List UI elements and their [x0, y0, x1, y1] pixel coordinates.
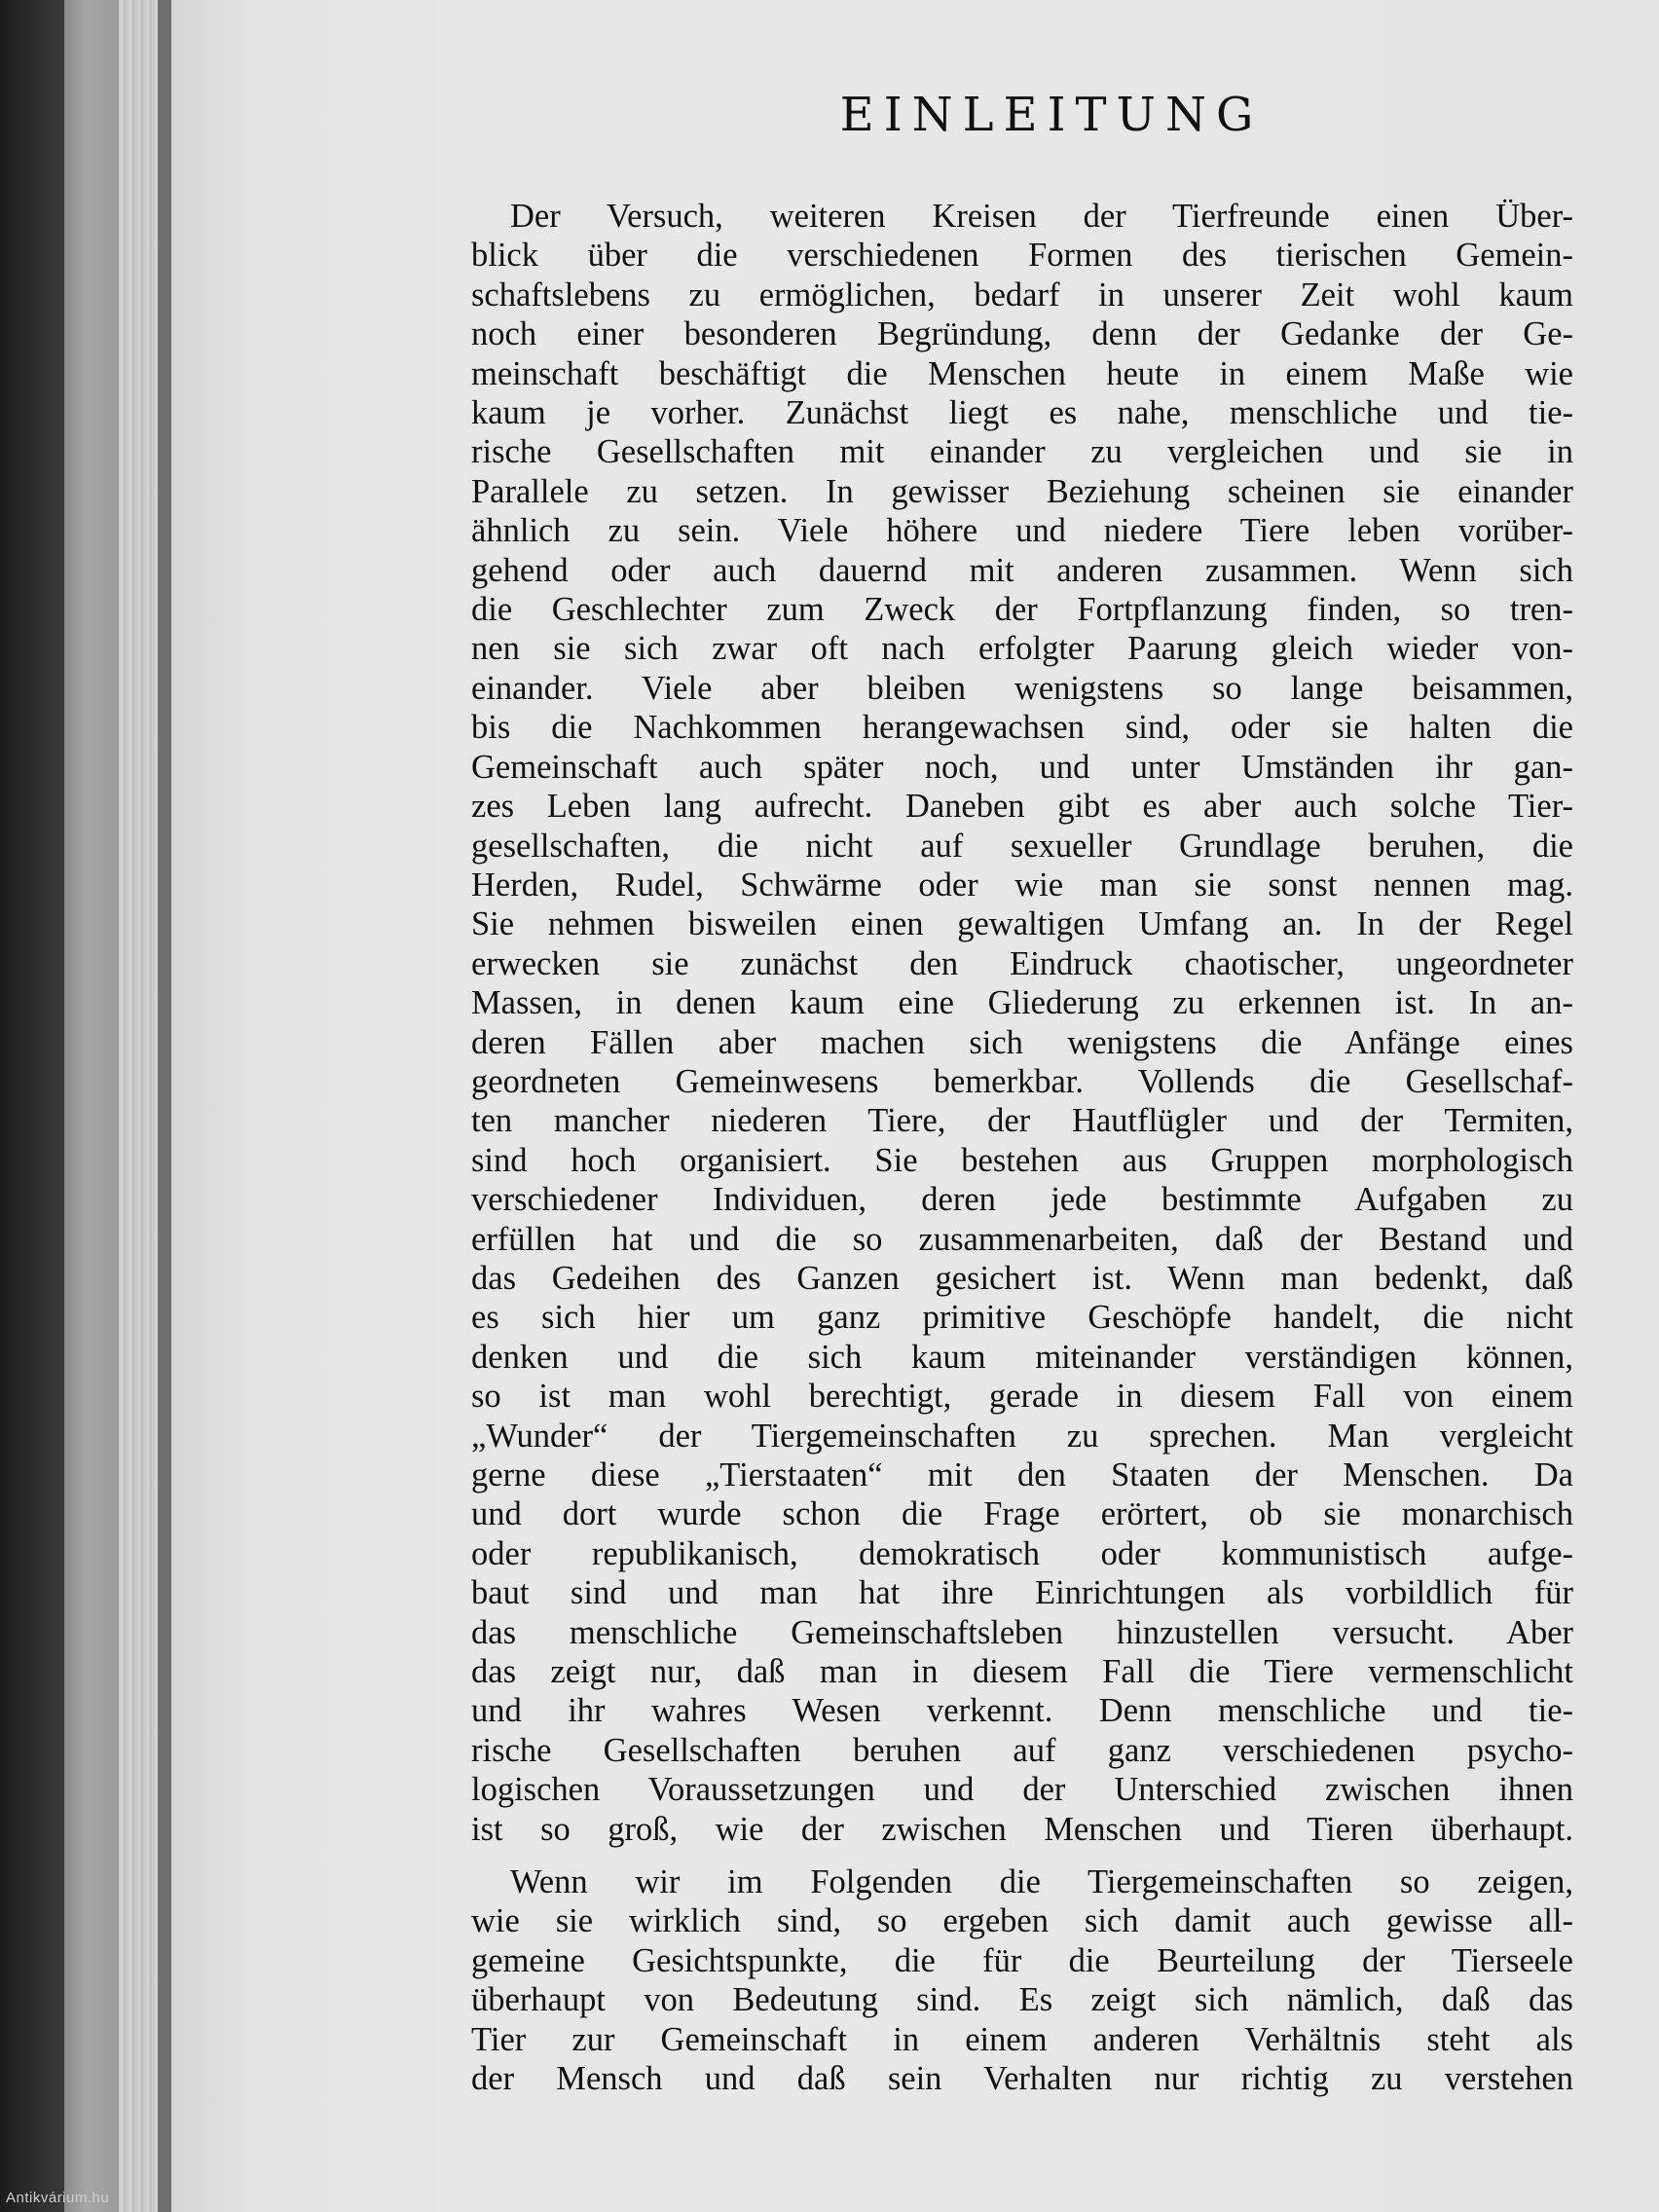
text-line: nen sie sich zwar oft nach erfolgter Paarung gleich wieder von-: [471, 630, 1573, 668]
text-line: zes Leben lang aufrecht. Daneben gibt es aber auch solche Tier-: [471, 788, 1573, 826]
text-line: sind hoch organisiert. Sie bestehen aus Gruppen morphologisch: [471, 1141, 1573, 1179]
book-binding: [64, 0, 119, 2212]
text-line: gemeine Gesichtspunkte, die für die Beurteilung der Tierseele: [471, 1941, 1573, 1979]
paragraph: [471, 1862, 1573, 2098]
gutter: [158, 0, 171, 2212]
text-line: baut sind und man hat ihre Einrichtungen als vorbildlich für: [471, 1574, 1573, 1612]
paragraph: [471, 197, 1573, 1849]
text-line: gehend oder auch dauernd mit anderen zusammen. Wenn sich: [471, 551, 1573, 589]
text-line: überhaupt von Bedeutung sind. Es zeigt sich nämlich, daß das: [471, 1981, 1573, 2019]
text-line: einander. Viele aber bleiben wenigstens so lange beisammen,: [471, 669, 1573, 707]
text-line: meinschaft beschäftigt die Menschen heute in einem Maße wie: [471, 354, 1573, 392]
text-line: schaftslebens zu ermöglichen, bedarf in unserer Zeit wohl kaum: [471, 276, 1573, 313]
page-content: [471, 88, 1573, 2113]
text-line: kaum je vorher. Zunächst liegt es nahe, menschliche und tie-: [471, 394, 1573, 432]
text-line: geordneten Gemeinwesens bemerkbar. Vollends die Gesellschaf-: [471, 1062, 1573, 1100]
text-line: Parallele zu setzen. In gewisser Beziehung scheinen sie einander: [471, 472, 1573, 510]
text-line: Herden, Rudel, Schwärme oder wie man sie sonst nennen mag.: [471, 866, 1573, 903]
text-line: Tier zur Gemeinschaft in einem anderen Verhältnis steht als: [471, 2020, 1573, 2058]
text-line: ist so groß, wie der zwischen Menschen und Tieren überhaupt.: [471, 1810, 1573, 1848]
text-line: noch einer besonderen Begründung, denn der Gedanke der Ge-: [471, 315, 1573, 353]
text-line: so ist man wohl berechtigt, gerade in diesem Fall von einem: [471, 1378, 1573, 1416]
text-line: gerne diese „Tierstaaten“ mit den Staaten der Menschen. Da: [471, 1456, 1573, 1493]
text-line: „Wunder“ der Tiergemeinschaften zu sprechen. Man vergleicht: [471, 1417, 1573, 1455]
text-line: erwecken sie zunächst den Eindruck chaotischer, ungeordneter: [471, 944, 1573, 982]
page-edges: [119, 0, 158, 2212]
text-line: die Geschlechter zum Zweck der Fortpflanzung finden, so tren-: [471, 591, 1573, 629]
chapter-heading: EINLEITUNG: [839, 88, 1264, 142]
text-line: ten mancher niederen Tiere, der Hautflügler und der Termiten,: [471, 1102, 1573, 1140]
text-line: gesellschaften, die nicht auf sexueller Grundlage beruhen, die: [471, 827, 1573, 865]
text-line: deren Fällen aber machen sich wenigstens die Anfänge eines: [471, 1023, 1573, 1061]
text-line: das zeigt nur, daß man in diesem Fall die Tiere vermenschlicht: [471, 1653, 1573, 1691]
text-line: rische Gesellschaften beruhen auf ganz verschiedenen psycho-: [471, 1731, 1573, 1769]
text-line: der Mensch und daß sein Verhalten nur richtig zu verstehen: [471, 2060, 1573, 2098]
text-line: oder republikanisch, demokratisch oder kommunistisch aufge-: [471, 1534, 1573, 1572]
text-line: Der Versuch, weiteren Kreisen der Tierfreunde einen Über-: [510, 198, 1573, 235]
text-line: blick über die verschiedenen Formen des tierischen Gemein-: [471, 237, 1573, 275]
text-line: es sich hier um ganz primitive Geschöpfe handelt, die nicht: [471, 1299, 1573, 1337]
text-line: Massen, in denen kaum eine Gliederung zu erkennen ist. In an-: [471, 984, 1573, 1022]
text-line: logischen Voraussetzungen und der Unterschied zwischen ihnen: [471, 1771, 1573, 1809]
text-line: erfüllen hat und die so zusammenarbeiten, daß der Bestand und: [471, 1220, 1573, 1258]
watermark-logo: Antikvárium.hu: [6, 2190, 110, 2206]
text-line: und dort wurde schon die Frage erörtert, ob sie monarchisch: [471, 1495, 1573, 1533]
text-line: wie sie wirklich sind, so ergeben sich damit auch gewisse all-: [471, 1902, 1573, 1940]
text-line: ähnlich zu sein. Viele höhere und niedere Tiere leben vorüber-: [471, 512, 1573, 550]
text-line: Gemeinschaft auch später noch, und unter Umständen ihr gan-: [471, 748, 1573, 786]
text-line: bis die Nachkommen herangewachsen sind, oder sie halten die: [471, 709, 1573, 747]
book-spine-shadow: [0, 0, 64, 2212]
text-line: das Gedeihen des Ganzen gesichert ist. Wenn man bedenkt, daß: [471, 1259, 1573, 1297]
text-line: und ihr wahres Wesen verkennt. Denn menschliche und tie-: [471, 1692, 1573, 1730]
body-text: [471, 197, 1573, 2099]
text-line: das menschliche Gemeinschaftsleben hinzustellen versucht. Aber: [471, 1613, 1573, 1651]
text-line: verschiedener Individuen, deren jede bestimmte Aufgaben zu: [471, 1181, 1573, 1219]
text-line: Wenn wir im Folgenden die Tiergemeinschaften so zeigen,: [510, 1863, 1573, 1901]
text-line: rische Gesellschaften mit einander zu vergleichen und sie in: [471, 433, 1573, 471]
text-line: Sie nehmen bisweilen einen gewaltigen Umfang an. In der Regel: [471, 905, 1573, 943]
text-line: denken und die sich kaum miteinander verständigen können,: [471, 1338, 1573, 1376]
